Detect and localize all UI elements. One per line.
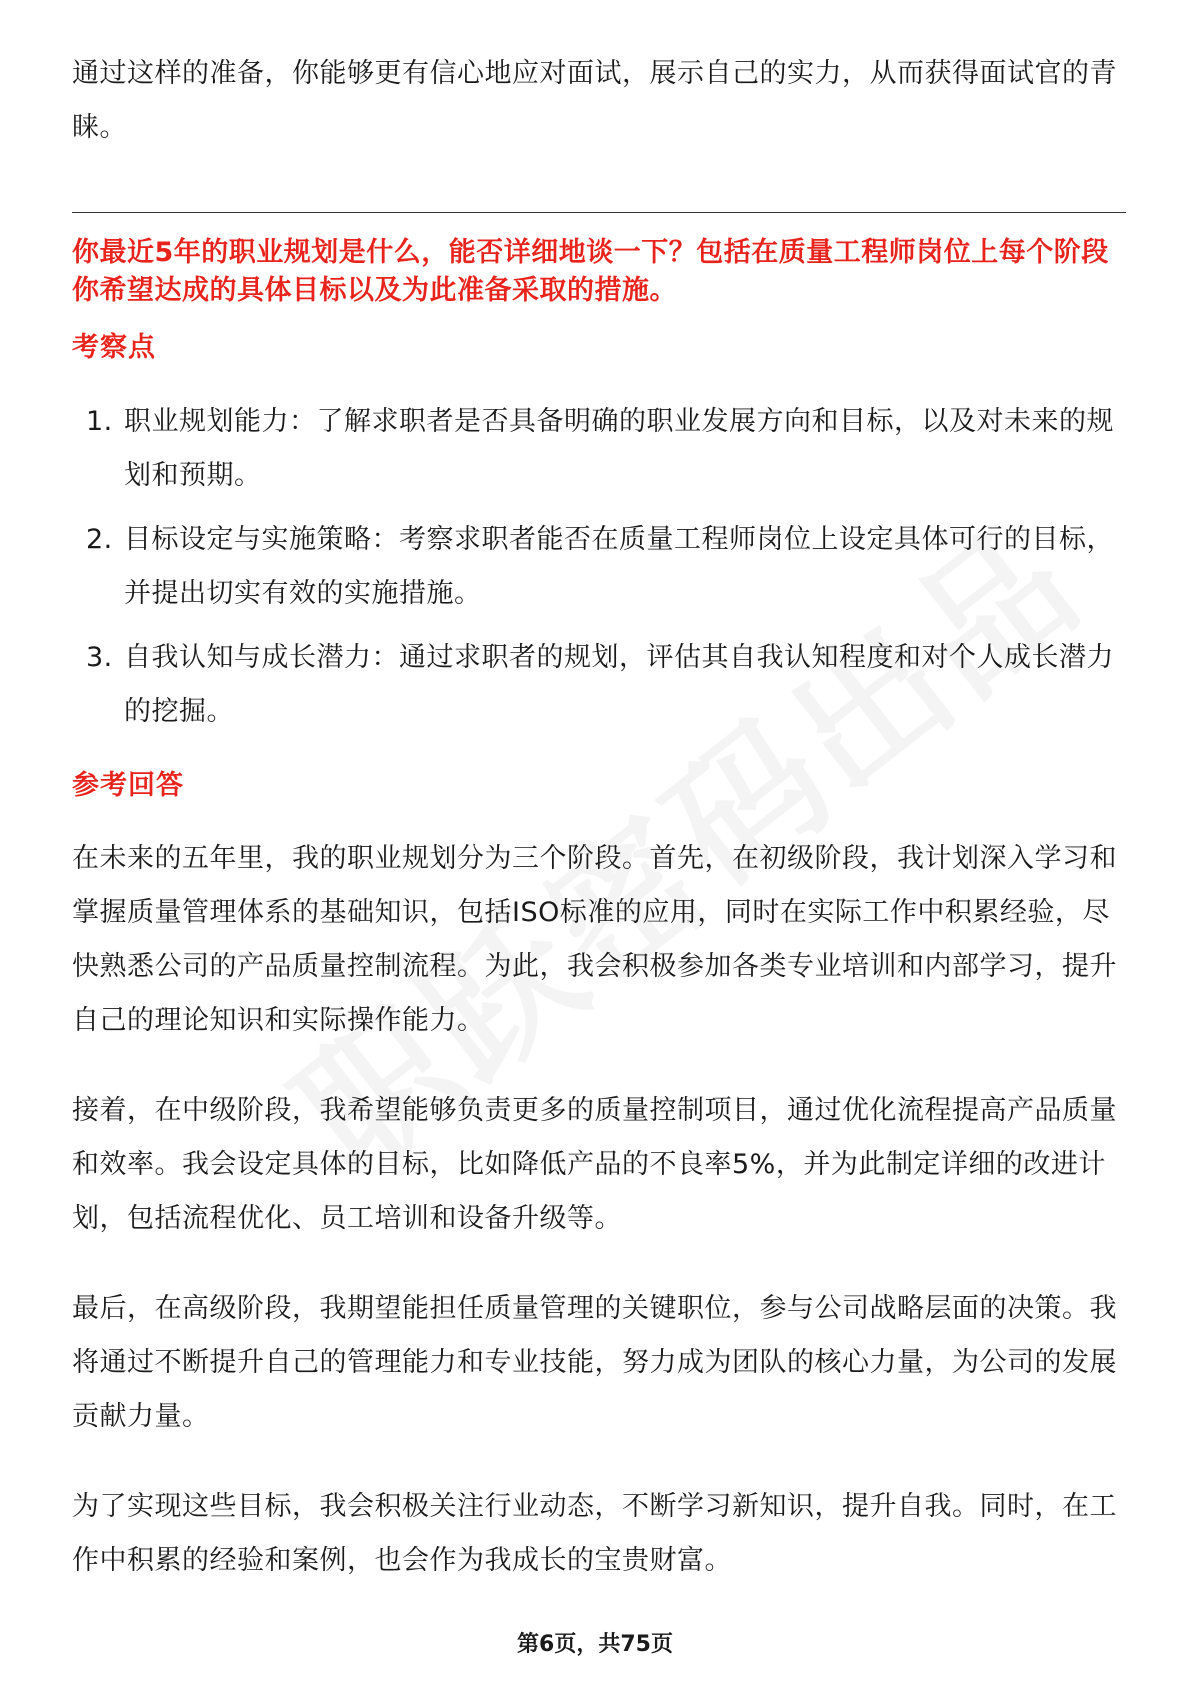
answer-paragraph: 在未来的五年里，我的职业规划分为三个阶段。首先，在初级阶段，我计划深入学习和掌握质量管理体系的基础知识，包括ISO标准的应用，同时在实际工作中积累经验，尽快熟悉公司的产品质量控制流程。为此，我会积极参加各类专业培训和内部学习，提升自己的理论知识和实际操作能力。: [72, 843, 1117, 1036]
list-item-text: 目标设定与实施策略：考察求职者能否在质量工程师岗位上设定具体可行的目标，并提出切实有效的实施措施。: [124, 524, 1114, 609]
list-item-number: 3.: [86, 642, 113, 673]
points-heading: 考察点: [72, 332, 156, 363]
list-item: [72, 513, 1126, 621]
list-item-text: 职业规划能力：了解求职者是否具备明确的职业发展方向和目标，以及对未来的规划和预期。: [124, 406, 1114, 491]
list-item-number: 2.: [86, 524, 113, 555]
intro-paragraph: 通过这样的准备，你能够更有信心地应对面试，展示自己的实力，从而获得面试官的青睐。: [72, 58, 1117, 143]
answer-body: [72, 832, 1126, 1624]
list-item: [72, 631, 1126, 739]
list-item-number: 1.: [86, 406, 113, 437]
points-list: [72, 395, 1126, 749]
question-text: 你最近5年的职业规划是什么，能否详细地谈一下？包括在质量工程师岗位上每个阶段你希望达成的具体目标以及为此准备采取的措施。: [72, 237, 1109, 306]
answer-paragraph: 最后，在高级阶段，我期望能担任质量管理的关键职位，参与公司战略层面的决策。我将通过不断提升自己的管理能力和专业技能，努力成为团队的核心力量，为公司的发展贡献力量。: [72, 1293, 1117, 1432]
answer-heading: 参考回答: [72, 770, 184, 801]
list-item: [72, 395, 1126, 503]
section-divider: [72, 212, 1126, 213]
page-number: 第6页，共75页: [517, 1632, 673, 1657]
answer-paragraph: 接着，在中级阶段，我希望能够负责更多的质量控制项目，通过优化流程提高产品质量和效率。我会设定具体的目标，比如降低产品的不良率5%，并为此制定详细的改进计划，包括流程优化、员工培训和设备升级等。: [72, 1095, 1117, 1234]
answer-paragraph: 为了实现这些目标，我会积极关注行业动态，不断学习新知识，提升自我。同时，在工作中积累的经验和案例，也会作为我成长的宝贵财富。: [72, 1491, 1117, 1576]
list-item-text: 自我认知与成长潜力：通过求职者的规划，评估其自我认知程度和对个人成长潜力的挖掘。: [124, 642, 1114, 727]
